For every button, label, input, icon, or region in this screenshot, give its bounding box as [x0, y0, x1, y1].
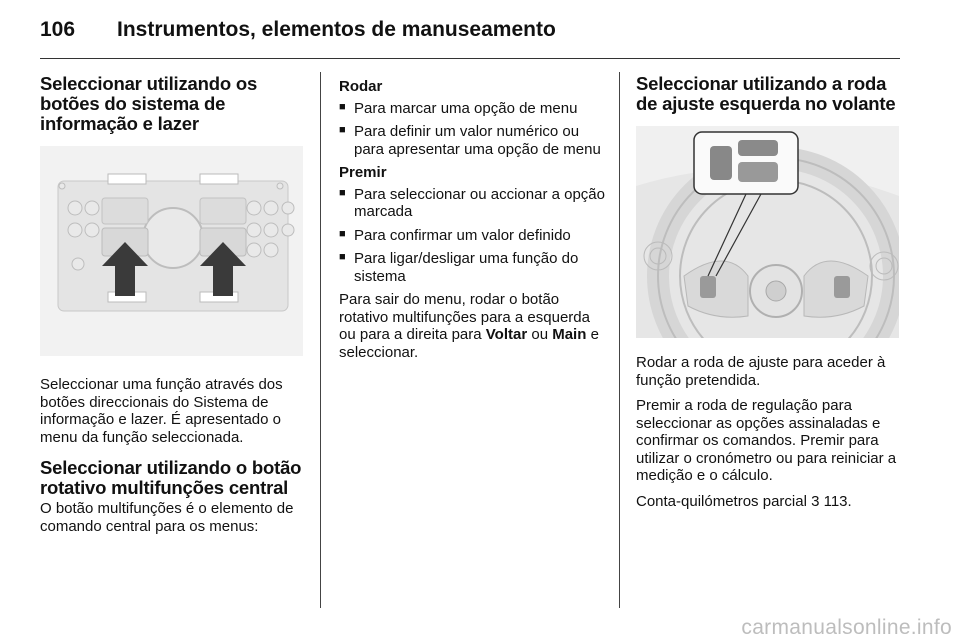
section-heading: Seleccionar utilizando o botão rotativo multifunções central — [40, 457, 302, 498]
section-paragraph: Rodar a roda de ajuste para aceder à função pretendida. — [636, 354, 886, 389]
watermark: carmanualsonline.info — [741, 616, 952, 639]
list-item: ■ Para ligar/desligar uma função do sistema — [339, 250, 605, 285]
column-infotainment-buttons — [40, 74, 303, 543]
keyword-main: Main — [552, 326, 587, 343]
section-paragraph: O botão multifunções é o elemento de comando central para os menus: — [40, 500, 294, 535]
column-divider — [619, 72, 620, 608]
list-item: ■ Para definir um valor numérico ou para apresentar uma opção de menu — [339, 123, 605, 158]
list-item: ■ Para marcar uma opção de menu — [339, 100, 605, 118]
section-heading: Seleccionar utilizando a roda de ajuste esquerda no volante — [636, 73, 896, 114]
list-item: ■ Para confirmar um valor definido — [339, 227, 605, 245]
page-reference: 3 113. — [811, 492, 852, 510]
premir-label: Premir — [339, 164, 387, 181]
exit-text: e seleccionar. — [339, 326, 599, 361]
exit-text: Para sair do menu, rodar o botão rotativo multifunções para a esquerda ou para a direita para — [339, 291, 590, 343]
keyword-voltar: Voltar — [485, 326, 528, 343]
reference-text: Conta-quilómetros parcial — [636, 492, 807, 510]
rodar-list — [339, 100, 605, 159]
header-rule — [40, 58, 900, 59]
page-title: Instrumentos, elementos de manuseamento — [117, 18, 556, 41]
column-divider — [320, 72, 321, 608]
section-paragraph: Seleccionar uma função através dos botões direccionais do Sistema de informação e lazer. É apresentado o menu da função seleccionada. — [40, 376, 283, 446]
section-heading: Seleccionar utilizando os botões do sistema de informação e lazer — [40, 73, 258, 134]
column-steering-wheel — [636, 74, 902, 518]
trip-odometer-reference — [636, 493, 902, 511]
premir-list — [339, 186, 605, 286]
steering-wheel-figure — [636, 126, 899, 338]
column-multifunction-knob — [339, 78, 605, 369]
section-paragraph: Premir a roda de regulação para seleccionar as opções assinaladas e confirmar os comandos. Premir para utilizar o cronómetro ou para reiniciar a medição e o cálculo. — [636, 397, 897, 484]
exit-menu-paragraph — [339, 291, 605, 361]
page-number: 106 — [40, 18, 76, 41]
infotainment-panel-figure — [40, 146, 303, 356]
exit-text: ou — [531, 326, 549, 343]
rodar-label: Rodar — [339, 78, 383, 95]
list-item: ■ Para seleccionar ou accionar a opção marcada — [339, 186, 605, 221]
